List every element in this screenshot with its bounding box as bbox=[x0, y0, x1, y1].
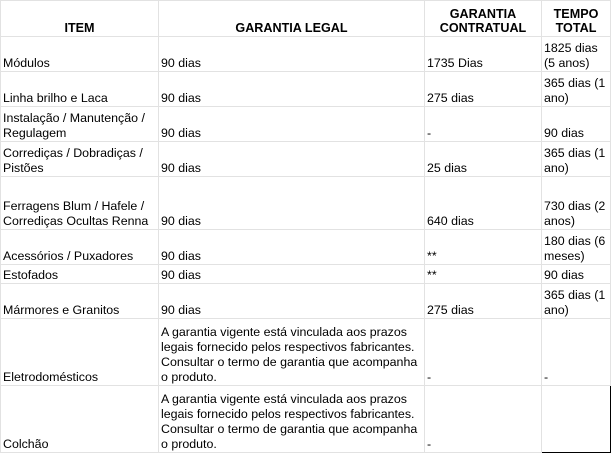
total-cell: 1825 dias (5 anos) bbox=[542, 37, 611, 72]
total-cell: 365 dias (1 ano) bbox=[542, 72, 611, 107]
header-total: TEMPO TOTAL bbox=[542, 1, 611, 37]
legal-cell: A garantia vigente está vinculada aos prazos legais fornecido pelos respectivos fabricantes. Consultar o termo de garantia que acompanha o produto. bbox=[159, 319, 425, 386]
header-legal: GARANTIA LEGAL bbox=[159, 1, 425, 37]
header-contractual: GARANTIA CONTRATUAL bbox=[425, 1, 542, 37]
item-cell: Acessórios / Puxadores bbox=[1, 230, 159, 265]
item-cell: Módulos bbox=[1, 37, 159, 72]
contractual-cell: ** bbox=[425, 265, 542, 284]
item-cell: Colchão bbox=[1, 386, 159, 453]
contractual-cell: 25 dias bbox=[425, 142, 542, 177]
table-row bbox=[1, 386, 611, 453]
legal-cell: 90 dias bbox=[159, 177, 425, 230]
total-cell: 365 dias (1 ano) bbox=[542, 142, 611, 177]
contractual-cell: 275 dias bbox=[425, 284, 542, 319]
total-cell: 90 dias bbox=[542, 107, 611, 142]
total-cell bbox=[542, 386, 611, 453]
table-row bbox=[1, 265, 611, 284]
item-cell: Instalação / Manutenção / Regulagem bbox=[1, 107, 159, 142]
header-item: ITEM bbox=[1, 1, 159, 37]
table-row bbox=[1, 230, 611, 265]
legal-cell: 90 dias bbox=[159, 142, 425, 177]
table-row bbox=[1, 142, 611, 177]
contractual-cell: - bbox=[425, 107, 542, 142]
contractual-cell: 275 dias bbox=[425, 72, 542, 107]
table-row bbox=[1, 177, 611, 230]
contractual-cell: - bbox=[425, 386, 542, 453]
total-cell: 90 dias bbox=[542, 265, 611, 284]
item-cell: Corrediças / Dobradiças / Pistões bbox=[1, 142, 159, 177]
legal-cell: 90 dias bbox=[159, 230, 425, 265]
table-row bbox=[1, 319, 611, 386]
contractual-cell: 640 dias bbox=[425, 177, 542, 230]
total-cell: 730 dias (2 anos) bbox=[542, 177, 611, 230]
legal-cell: 90 dias bbox=[159, 37, 425, 72]
item-cell: Eletrodomésticos bbox=[1, 319, 159, 386]
item-cell: Linha brilho e Laca bbox=[1, 72, 159, 107]
table-header-row bbox=[1, 1, 611, 37]
legal-cell: 90 dias bbox=[159, 72, 425, 107]
total-cell: 365 dias (1 ano) bbox=[542, 284, 611, 319]
table-row bbox=[1, 72, 611, 107]
legal-cell: 90 dias bbox=[159, 284, 425, 319]
contractual-cell: - bbox=[425, 319, 542, 386]
item-cell: Ferragens Blum / Hafele / Corrediças Ocultas Renna bbox=[1, 177, 159, 230]
table-row bbox=[1, 107, 611, 142]
contractual-cell: 1735 Dias bbox=[425, 37, 542, 72]
legal-cell: A garantia vigente está vinculada aos prazos legais fornecido pelos respectivos fabricantes. Consultar o termo de garantia que acompanha o produto. bbox=[159, 386, 425, 453]
item-cell: Mármores e Granitos bbox=[1, 284, 159, 319]
item-cell: Estofados bbox=[1, 265, 159, 284]
table-row bbox=[1, 284, 611, 319]
total-cell: 180 dias (6 meses) bbox=[542, 230, 611, 265]
legal-cell: 90 dias bbox=[159, 107, 425, 142]
contractual-cell: ** bbox=[425, 230, 542, 265]
table-row bbox=[1, 37, 611, 72]
total-cell: - bbox=[542, 319, 611, 386]
legal-cell: 90 dias bbox=[159, 265, 425, 284]
